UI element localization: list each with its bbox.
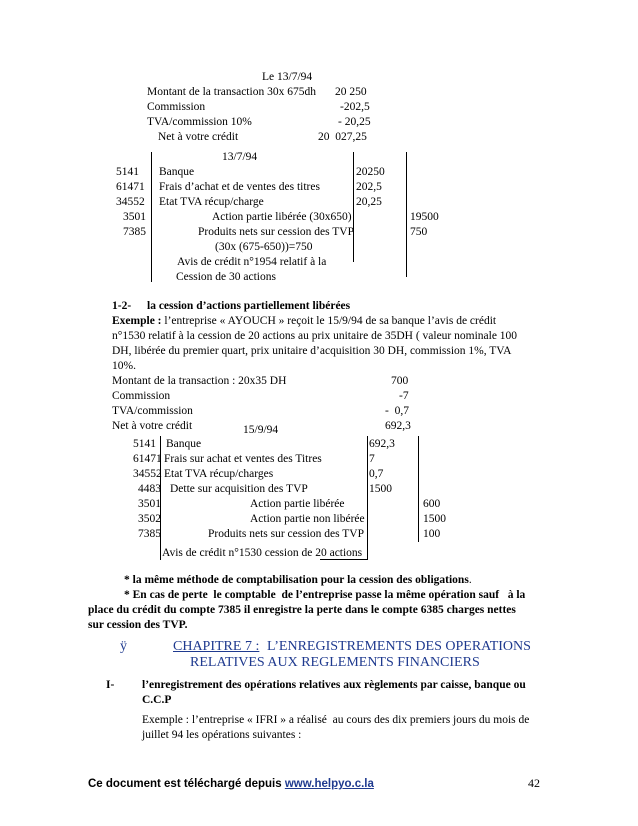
journal-2-label-6: Produits nets sur cession des TVP [208, 528, 364, 540]
journal-1-label-1: Frais d’achat et de ventes des titres [159, 181, 320, 193]
chapter-title-line-1: L’ENREGISTREMENTS DES OPERATIONS [267, 639, 531, 654]
remark-2-line-1: * En cas de perte le comptable de l’entreprise passe la même opération sauf à la [124, 589, 526, 601]
example-text-1: l’entreprise « AYOUCH » reçoit le 15/9/94 de sa banque l’avis de crédit [161, 315, 497, 327]
journal-2-label-3: Dette sur acquisition des TVP [170, 483, 308, 495]
journal-1-label-4: Produits nets sur cession des TVP [198, 226, 354, 238]
receipt-1-date: Le 13/7/94 [262, 71, 313, 83]
journal-1-debit-1: 202,5 [356, 181, 382, 193]
journal-2-account-4: 3501 [138, 498, 161, 510]
section-I-number: I- [106, 679, 115, 691]
receipt-1-label-1: Commission [147, 101, 206, 113]
page-number: 42 [528, 776, 540, 790]
journal-1-label-2: Etat TVA récup/charge [159, 196, 264, 208]
journal-1-date: 13/7/94 [222, 151, 258, 163]
section-1-2-value-1: -7 [399, 390, 409, 402]
journal-2-account-5: 3502 [138, 513, 161, 525]
section-1-2-label-1: Commission [112, 390, 171, 402]
section-1-2-value-3: 692,3 [385, 420, 411, 432]
journal-1-note-2: Cession de 30 actions [176, 271, 276, 283]
journal-2-credit-6: 100 [423, 528, 441, 540]
remark-2-line-2: place du crédit du compte 7385 il enregistre la perte dans le compte 6385 charges nettes [88, 604, 516, 616]
footer-prefix: Ce document est téléchargé depuis [88, 778, 285, 790]
section-1-2-value-0: 700 [391, 375, 409, 387]
journal-1-account-3: 3501 [123, 211, 146, 223]
chapter-title-line-2: RELATIVES AUX REGLEMENTS FINANCIERS [190, 655, 480, 670]
journal-1-label-3: Action partie libérée (30x650) [212, 211, 352, 223]
journal-1-credit-4: 750 [410, 226, 428, 238]
journal-1-right-rule [406, 152, 407, 277]
journal-2-account-6: 7385 [138, 528, 161, 540]
journal-2-debit-1: 7 [369, 453, 375, 465]
section-1-2-example-line-2: n°1530 relatif à la cession de 20 actions au prix unitaire de 35DH ( valeur nominale 100 [112, 330, 518, 342]
journal-1-note-1: Avis de crédit n°1954 relatif à la [177, 256, 327, 268]
journal-2-debit-3: 1500 [369, 483, 392, 495]
journal-1-mid-rule [353, 152, 354, 262]
example-label: Exemple : [112, 315, 162, 327]
journal-2-note-underline [320, 559, 367, 560]
journal-1-credit-3: 19500 [410, 211, 439, 223]
journal-2-mid-rule [367, 436, 368, 560]
receipt-1-value-3: 20 027,25 [318, 131, 367, 143]
journal-2-label-2: Etat TVA récup/charges [164, 468, 274, 480]
journal-1-debit-0: 20250 [356, 166, 385, 178]
remark-2-line-3: sur cession des TVP. [88, 619, 188, 631]
section-1-2-number: 1-2- [112, 300, 132, 312]
journal-1-calc: (30x (675-650))=750 [215, 241, 313, 253]
footer-text [88, 777, 374, 792]
section-I-example-line-1: Exemple : l’entreprise « IFRI » a réalisé au cours des dix premiers jours du mois de [142, 714, 530, 726]
section-1-2-label-0: Montant de la transaction : 20x35 DH [112, 375, 287, 387]
journal-2-credit-4: 600 [423, 498, 441, 510]
journal-2-debit-0: 692,3 [369, 438, 395, 450]
section-1-2-label-2: TVA/commission [112, 405, 193, 417]
journal-1-debit-2: 20,25 [356, 196, 382, 208]
section-1-2-value-2: - 0,7 [385, 405, 409, 417]
journal-1-left-rule [151, 152, 152, 282]
journal-2-credit-5: 1500 [423, 513, 446, 525]
journal-2-account-2: 34552 [133, 468, 162, 480]
section-1-2-example-line-1 [112, 314, 496, 329]
journal-2-label-5: Action partie non libérée [250, 513, 365, 525]
section-1-2-label-3: Net à votre crédit [112, 420, 193, 432]
journal-2-debit-2: 0,7 [369, 468, 384, 480]
chapter-label: CHAPITRE 7 : [173, 639, 260, 654]
chapter-bullet: ÿ [120, 639, 127, 654]
receipt-1-label-0: Montant de la transaction 30x 675dh [147, 86, 316, 98]
journal-1-label-0: Banque [159, 166, 195, 178]
remark-1-text: * la même méthode de comptabilisation pour la cession des obligations [124, 574, 469, 586]
journal-2-right-rule [418, 436, 419, 542]
section-1-2-example-line-4: 10%. [112, 360, 136, 372]
section-1-2-heading: la cession d’actions partiellement libérées [147, 300, 351, 312]
journal-2-account-1: 61471 [133, 453, 162, 465]
journal-1-account-4: 7385 [123, 226, 146, 238]
journal-1-account-0: 5141 [116, 166, 139, 178]
journal-2-label-1: Frais sur achat et ventes des Titres [164, 453, 322, 465]
receipt-1-label-2: TVA/commission 10% [147, 116, 252, 128]
journal-1-account-2: 34552 [116, 196, 145, 208]
receipt-1-value-0: 20 250 [335, 86, 367, 98]
section-I-heading-line-1: l’enregistrement des opérations relatives aux règlements par caisse, banque ou [142, 679, 526, 691]
remark-1 [124, 573, 472, 588]
receipt-1-value-1: -202,5 [340, 101, 370, 113]
section-I-example-line-2: juillet 94 les opérations suivantes : [142, 729, 302, 741]
footer-link[interactable]: www.helpyo.c.la [284, 778, 374, 790]
journal-2-date: 15/9/94 [243, 424, 279, 436]
section-I-heading-line-2: C.C.P [142, 694, 172, 706]
journal-2-label-4: Action partie libérée [250, 498, 345, 510]
receipt-1-value-2: - 20,25 [338, 116, 371, 128]
section-1-2-example-line-3: DH, libérée du premier quart, prix unitaire d’acquisition 30 DH, commission 1%, TVA [112, 345, 512, 357]
receipt-1-label-3: Net à votre crédit [158, 131, 239, 143]
journal-2-label-0: Banque [166, 438, 202, 450]
journal-2-account-0: 5141 [133, 438, 156, 450]
journal-2-note: Avis de crédit n°1530 cession de 20 actions [162, 547, 363, 559]
remark-1-dot: . [468, 574, 472, 586]
journal-1-account-1: 61471 [116, 181, 145, 193]
journal-2-account-3: 4483 [138, 483, 161, 495]
